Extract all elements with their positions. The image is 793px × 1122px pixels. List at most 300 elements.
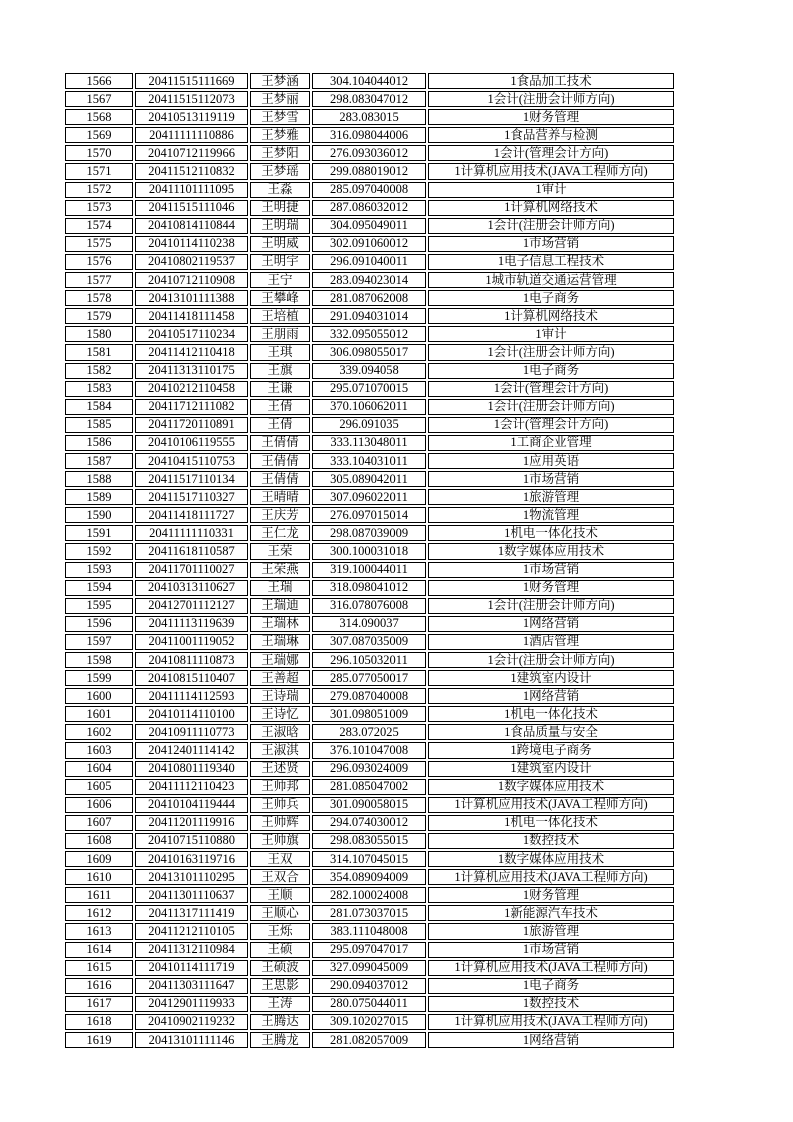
major-cell: 1市场营销 <box>428 236 674 252</box>
score-cell: 285.077050017 <box>312 670 426 686</box>
score-cell: 282.100024008 <box>312 887 426 903</box>
score-cell: 309.102027015 <box>312 1014 426 1030</box>
major-cell: 1城市轨道交通运营管理 <box>428 272 674 288</box>
student-id-cell: 20411313110175 <box>135 363 248 379</box>
row-number-cell: 1618 <box>65 1014 133 1030</box>
major-cell: 1计算机网络技术 <box>428 200 674 216</box>
score-cell: 301.090058015 <box>312 797 426 813</box>
student-id-cell: 20410106119555 <box>135 435 248 451</box>
student-name-cell: 王帅邦 <box>250 779 310 795</box>
student-id-cell: 20410902119232 <box>135 1014 248 1030</box>
major-cell: 1市场营销 <box>428 942 674 958</box>
major-cell: 1数字媒体应用技术 <box>428 543 674 559</box>
table-row <box>65 543 674 559</box>
student-name-cell: 王琪 <box>250 344 310 360</box>
row-number-cell: 1587 <box>65 453 133 469</box>
major-cell: 1跨境电子商务 <box>428 742 674 758</box>
major-cell: 1电子商务 <box>428 290 674 306</box>
student-id-cell: 20410911110773 <box>135 724 248 740</box>
student-name-cell: 王梦涵 <box>250 73 310 89</box>
student-name-cell: 王淑淇 <box>250 742 310 758</box>
student-id-cell: 20411517110327 <box>135 489 248 505</box>
table-row <box>65 996 674 1012</box>
table-row <box>65 254 674 270</box>
row-number-cell: 1600 <box>65 688 133 704</box>
row-number-cell: 1616 <box>65 978 133 994</box>
major-cell: 1酒店管理 <box>428 634 674 650</box>
score-cell: 301.098051009 <box>312 706 426 722</box>
student-id-cell: 20411418111727 <box>135 507 248 523</box>
major-cell: 1物流管理 <box>428 507 674 523</box>
major-cell: 1食品加工技术 <box>428 73 674 89</box>
student-name-cell: 王涛 <box>250 996 310 1012</box>
major-cell: 1建筑室内设计 <box>428 670 674 686</box>
student-name-cell: 王梦丽 <box>250 91 310 107</box>
major-cell: 1会计(注册会计师方向) <box>428 344 674 360</box>
score-cell: 276.097015014 <box>312 507 426 523</box>
table-row <box>65 163 674 179</box>
table-row <box>65 218 674 234</box>
student-id-cell: 20411114112593 <box>135 688 248 704</box>
table-row <box>65 73 674 89</box>
major-cell: 1食品营养与检测 <box>428 127 674 143</box>
student-name-cell: 王思影 <box>250 978 310 994</box>
student-id-cell: 20410802119537 <box>135 254 248 270</box>
major-cell: 1审计 <box>428 182 674 198</box>
student-id-cell: 20411101111095 <box>135 182 248 198</box>
score-cell: 304.104044012 <box>312 73 426 89</box>
score-cell: 295.071070015 <box>312 381 426 397</box>
row-number-cell: 1585 <box>65 417 133 433</box>
row-number-cell: 1605 <box>65 779 133 795</box>
score-cell: 279.087040008 <box>312 688 426 704</box>
table-row <box>65 688 674 704</box>
student-name-cell: 王庆芳 <box>250 507 310 523</box>
row-number-cell: 1569 <box>65 127 133 143</box>
major-cell: 1食品质量与安全 <box>428 724 674 740</box>
admission-list-table <box>63 71 676 1050</box>
table-row <box>65 833 674 849</box>
student-id-cell: 20410163119716 <box>135 851 248 867</box>
student-id-cell: 20411001119052 <box>135 634 248 650</box>
row-number-cell: 1580 <box>65 326 133 342</box>
student-id-cell: 20410715110880 <box>135 833 248 849</box>
student-name-cell: 王瑞娜 <box>250 652 310 668</box>
row-number-cell: 1608 <box>65 833 133 849</box>
major-cell: 1市场营销 <box>428 471 674 487</box>
row-number-cell: 1609 <box>65 851 133 867</box>
major-cell: 1会计(注册会计师方向) <box>428 598 674 614</box>
student-id-cell: 20410815110407 <box>135 670 248 686</box>
score-cell: 294.074030012 <box>312 815 426 831</box>
row-number-cell: 1570 <box>65 145 133 161</box>
table-row <box>65 634 674 650</box>
table-row <box>65 525 674 541</box>
score-cell: 333.113048011 <box>312 435 426 451</box>
row-number-cell: 1588 <box>65 471 133 487</box>
row-number-cell: 1566 <box>65 73 133 89</box>
score-cell: 354.089094009 <box>312 869 426 885</box>
row-number-cell: 1601 <box>65 706 133 722</box>
row-number-cell: 1610 <box>65 869 133 885</box>
table-row <box>65 399 674 415</box>
student-name-cell: 王谦 <box>250 381 310 397</box>
score-cell: 281.087062008 <box>312 290 426 306</box>
row-number-cell: 1615 <box>65 960 133 976</box>
student-id-cell: 20410517110234 <box>135 326 248 342</box>
student-name-cell: 王梦阳 <box>250 145 310 161</box>
score-cell: 296.093024009 <box>312 761 426 777</box>
student-id-cell: 20411201119916 <box>135 815 248 831</box>
major-cell: 1新能源汽车技术 <box>428 905 674 921</box>
major-cell: 1会计(注册会计师方向) <box>428 399 674 415</box>
table-row <box>65 381 674 397</box>
score-cell: 306.098055017 <box>312 344 426 360</box>
table-row <box>65 869 674 885</box>
student-name-cell: 王梦瑶 <box>250 163 310 179</box>
student-name-cell: 王朋雨 <box>250 326 310 342</box>
student-name-cell: 王明宇 <box>250 254 310 270</box>
student-id-cell: 20413101111146 <box>135 1032 248 1048</box>
table-row <box>65 489 674 505</box>
student-id-cell: 20410415110753 <box>135 453 248 469</box>
student-id-cell: 20411212110105 <box>135 923 248 939</box>
major-cell: 1会计(注册会计师方向) <box>428 218 674 234</box>
student-id-cell: 20410114111719 <box>135 960 248 976</box>
table-row <box>65 91 674 107</box>
student-name-cell: 王宁 <box>250 272 310 288</box>
major-cell: 1市场营销 <box>428 562 674 578</box>
student-id-cell: 20411113119639 <box>135 616 248 632</box>
row-number-cell: 1604 <box>65 761 133 777</box>
score-cell: 291.094031014 <box>312 308 426 324</box>
student-id-cell: 20411303111647 <box>135 978 248 994</box>
row-number-cell: 1590 <box>65 507 133 523</box>
table-row <box>65 417 674 433</box>
row-number-cell: 1594 <box>65 580 133 596</box>
row-number-cell: 1593 <box>65 562 133 578</box>
student-id-cell: 20411701110027 <box>135 562 248 578</box>
major-cell: 1网络营销 <box>428 688 674 704</box>
student-id-cell: 20411412110418 <box>135 344 248 360</box>
student-id-cell: 20410114110238 <box>135 236 248 252</box>
student-name-cell: 王荣 <box>250 543 310 559</box>
student-name-cell: 王倩 <box>250 417 310 433</box>
row-number-cell: 1611 <box>65 887 133 903</box>
score-cell: 370.106062011 <box>312 399 426 415</box>
table-row <box>65 562 674 578</box>
student-name-cell: 王仁龙 <box>250 525 310 541</box>
row-number-cell: 1602 <box>65 724 133 740</box>
student-id-cell: 20411515111669 <box>135 73 248 89</box>
major-cell: 1电子商务 <box>428 978 674 994</box>
score-cell: 318.098041012 <box>312 580 426 596</box>
student-name-cell: 王帅旗 <box>250 833 310 849</box>
student-id-cell: 20413101110295 <box>135 869 248 885</box>
table-row <box>65 453 674 469</box>
admission-table-body <box>65 73 674 1048</box>
major-cell: 1建筑室内设计 <box>428 761 674 777</box>
student-name-cell: 王瑞 <box>250 580 310 596</box>
student-name-cell: 王明瑞 <box>250 218 310 234</box>
table-row <box>65 598 674 614</box>
table-row <box>65 145 674 161</box>
row-number-cell: 1617 <box>65 996 133 1012</box>
student-name-cell: 王硕波 <box>250 960 310 976</box>
student-id-cell: 20413101111388 <box>135 290 248 306</box>
row-number-cell: 1603 <box>65 742 133 758</box>
major-cell: 1数控技术 <box>428 833 674 849</box>
table-row <box>65 200 674 216</box>
major-cell: 1工商企业管理 <box>428 435 674 451</box>
table-row <box>65 290 674 306</box>
student-id-cell: 20411720110891 <box>135 417 248 433</box>
student-id-cell: 20410114110100 <box>135 706 248 722</box>
major-cell: 1网络营销 <box>428 1032 674 1048</box>
major-cell: 1计算机应用技术(JAVA工程师方向) <box>428 960 674 976</box>
row-number-cell: 1572 <box>65 182 133 198</box>
table-row <box>65 779 674 795</box>
major-cell: 1会计(管理会计方向) <box>428 417 674 433</box>
student-name-cell: 王荣燕 <box>250 562 310 578</box>
student-name-cell: 王倩倩 <box>250 471 310 487</box>
student-name-cell: 王瑞迪 <box>250 598 310 614</box>
row-number-cell: 1597 <box>65 634 133 650</box>
student-id-cell: 20411512110832 <box>135 163 248 179</box>
row-number-cell: 1574 <box>65 218 133 234</box>
student-name-cell: 王述贤 <box>250 761 310 777</box>
student-name-cell: 王梦雅 <box>250 127 310 143</box>
table-row <box>65 742 674 758</box>
student-id-cell: 20410814110844 <box>135 218 248 234</box>
score-cell: 283.094023014 <box>312 272 426 288</box>
student-id-cell: 20411312110984 <box>135 942 248 958</box>
row-number-cell: 1589 <box>65 489 133 505</box>
student-name-cell: 王烁 <box>250 923 310 939</box>
table-row <box>65 580 674 596</box>
table-row <box>65 652 674 668</box>
score-cell: 287.086032012 <box>312 200 426 216</box>
major-cell: 1会计(管理会计方向) <box>428 145 674 161</box>
row-number-cell: 1619 <box>65 1032 133 1048</box>
major-cell: 1旅游管理 <box>428 489 674 505</box>
score-cell: 302.091060012 <box>312 236 426 252</box>
row-number-cell: 1599 <box>65 670 133 686</box>
student-id-cell: 20412401114142 <box>135 742 248 758</box>
row-number-cell: 1575 <box>65 236 133 252</box>
major-cell: 1电子商务 <box>428 363 674 379</box>
major-cell: 1机电一体化技术 <box>428 706 674 722</box>
student-id-cell: 20411515112073 <box>135 91 248 107</box>
row-number-cell: 1579 <box>65 308 133 324</box>
score-cell: 333.104031011 <box>312 453 426 469</box>
student-id-cell: 20411317111419 <box>135 905 248 921</box>
student-name-cell: 王倩倩 <box>250 435 310 451</box>
table-row <box>65 851 674 867</box>
table-row <box>65 507 674 523</box>
table-row <box>65 1014 674 1030</box>
student-name-cell: 王双合 <box>250 869 310 885</box>
score-cell: 296.091040011 <box>312 254 426 270</box>
score-cell: 307.096022011 <box>312 489 426 505</box>
student-name-cell: 王晴晴 <box>250 489 310 505</box>
score-cell: 281.085047002 <box>312 779 426 795</box>
row-number-cell: 1612 <box>65 905 133 921</box>
student-name-cell: 王诗瑞 <box>250 688 310 704</box>
major-cell: 1旅游管理 <box>428 923 674 939</box>
student-name-cell: 王帅辉 <box>250 815 310 831</box>
major-cell: 1会计(注册会计师方向) <box>428 652 674 668</box>
major-cell: 1数字媒体应用技术 <box>428 779 674 795</box>
score-cell: 298.087039009 <box>312 525 426 541</box>
score-cell: 285.097040008 <box>312 182 426 198</box>
student-name-cell: 王梦雪 <box>250 109 310 125</box>
major-cell: 1应用英语 <box>428 453 674 469</box>
score-cell: 295.097047017 <box>312 942 426 958</box>
table-row <box>65 1032 674 1048</box>
table-row <box>65 797 674 813</box>
score-cell: 298.083047012 <box>312 91 426 107</box>
row-number-cell: 1578 <box>65 290 133 306</box>
student-id-cell: 20410801119340 <box>135 761 248 777</box>
student-name-cell: 王瑞琳 <box>250 634 310 650</box>
table-row <box>65 471 674 487</box>
row-number-cell: 1576 <box>65 254 133 270</box>
table-row <box>65 127 674 143</box>
table-row <box>65 706 674 722</box>
table-row <box>65 363 674 379</box>
table-row <box>65 887 674 903</box>
major-cell: 1机电一体化技术 <box>428 525 674 541</box>
major-cell: 1数字媒体应用技术 <box>428 851 674 867</box>
row-number-cell: 1598 <box>65 652 133 668</box>
score-cell: 316.098044006 <box>312 127 426 143</box>
score-cell: 281.073037015 <box>312 905 426 921</box>
score-cell: 298.083055015 <box>312 833 426 849</box>
major-cell: 1财务管理 <box>428 887 674 903</box>
student-name-cell: 王腾达 <box>250 1014 310 1030</box>
student-name-cell: 王诗忆 <box>250 706 310 722</box>
score-cell: 281.082057009 <box>312 1032 426 1048</box>
row-number-cell: 1573 <box>65 200 133 216</box>
student-name-cell: 王帅兵 <box>250 797 310 813</box>
student-id-cell: 20410104119444 <box>135 797 248 813</box>
score-cell: 296.091035 <box>312 417 426 433</box>
table-row <box>65 308 674 324</box>
student-id-cell: 20410712119966 <box>135 145 248 161</box>
student-id-cell: 20411112110423 <box>135 779 248 795</box>
student-id-cell: 20410513119119 <box>135 109 248 125</box>
major-cell: 1审计 <box>428 326 674 342</box>
score-cell: 305.089042011 <box>312 471 426 487</box>
row-number-cell: 1583 <box>65 381 133 397</box>
major-cell: 1机电一体化技术 <box>428 815 674 831</box>
student-id-cell: 20411517110134 <box>135 471 248 487</box>
table-row <box>65 435 674 451</box>
major-cell: 1财务管理 <box>428 580 674 596</box>
student-id-cell: 20412701112127 <box>135 598 248 614</box>
student-id-cell: 20410811110873 <box>135 652 248 668</box>
major-cell: 1财务管理 <box>428 109 674 125</box>
score-cell: 290.094037012 <box>312 978 426 994</box>
student-name-cell: 王顺 <box>250 887 310 903</box>
major-cell: 1电子信息工程技术 <box>428 254 674 270</box>
student-id-cell: 20411712111082 <box>135 399 248 415</box>
student-name-cell: 王淼 <box>250 182 310 198</box>
row-number-cell: 1568 <box>65 109 133 125</box>
student-name-cell: 王明威 <box>250 236 310 252</box>
score-cell: 283.083015 <box>312 109 426 125</box>
score-cell: 376.101047008 <box>312 742 426 758</box>
student-name-cell: 王淑晗 <box>250 724 310 740</box>
table-row <box>65 978 674 994</box>
score-cell: 280.075044011 <box>312 996 426 1012</box>
student-name-cell: 王明捷 <box>250 200 310 216</box>
student-name-cell: 王培植 <box>250 308 310 324</box>
table-row <box>65 724 674 740</box>
row-number-cell: 1596 <box>65 616 133 632</box>
student-name-cell: 王顺心 <box>250 905 310 921</box>
score-cell: 304.095049011 <box>312 218 426 234</box>
table-row <box>65 670 674 686</box>
table-row <box>65 923 674 939</box>
student-id-cell: 20410212110458 <box>135 381 248 397</box>
row-number-cell: 1614 <box>65 942 133 958</box>
table-row <box>65 942 674 958</box>
score-cell: 299.088019012 <box>312 163 426 179</box>
major-cell: 1计算机应用技术(JAVA工程师方向) <box>428 1014 674 1030</box>
major-cell: 1会计(管理会计方向) <box>428 381 674 397</box>
row-number-cell: 1606 <box>65 797 133 813</box>
score-cell: 319.100044011 <box>312 562 426 578</box>
table-row <box>65 960 674 976</box>
major-cell: 1计算机网络技术 <box>428 308 674 324</box>
score-cell: 314.107045015 <box>312 851 426 867</box>
row-number-cell: 1613 <box>65 923 133 939</box>
student-name-cell: 王倩倩 <box>250 453 310 469</box>
student-name-cell: 王双 <box>250 851 310 867</box>
major-cell: 1网络营销 <box>428 616 674 632</box>
score-cell: 327.099045009 <box>312 960 426 976</box>
major-cell: 1计算机应用技术(JAVA工程师方向) <box>428 797 674 813</box>
student-name-cell: 王硕 <box>250 942 310 958</box>
student-id-cell: 20411111110331 <box>135 525 248 541</box>
major-cell: 1数控技术 <box>428 996 674 1012</box>
student-name-cell: 王旗 <box>250 363 310 379</box>
row-number-cell: 1571 <box>65 163 133 179</box>
score-cell: 339.094058 <box>312 363 426 379</box>
row-number-cell: 1584 <box>65 399 133 415</box>
table-row <box>65 109 674 125</box>
student-id-cell: 20411111110886 <box>135 127 248 143</box>
student-id-cell: 20411301110637 <box>135 887 248 903</box>
row-number-cell: 1592 <box>65 543 133 559</box>
student-id-cell: 20410712110908 <box>135 272 248 288</box>
row-number-cell: 1595 <box>65 598 133 614</box>
score-cell: 332.095055012 <box>312 326 426 342</box>
student-id-cell: 20411618110587 <box>135 543 248 559</box>
score-cell: 307.087035009 <box>312 634 426 650</box>
table-row <box>65 815 674 831</box>
score-cell: 283.072025 <box>312 724 426 740</box>
table-row <box>65 344 674 360</box>
score-cell: 276.093036012 <box>312 145 426 161</box>
row-number-cell: 1567 <box>65 91 133 107</box>
score-cell: 314.090037 <box>312 616 426 632</box>
student-name-cell: 王倩 <box>250 399 310 415</box>
student-id-cell: 20412901119933 <box>135 996 248 1012</box>
table-row <box>65 182 674 198</box>
